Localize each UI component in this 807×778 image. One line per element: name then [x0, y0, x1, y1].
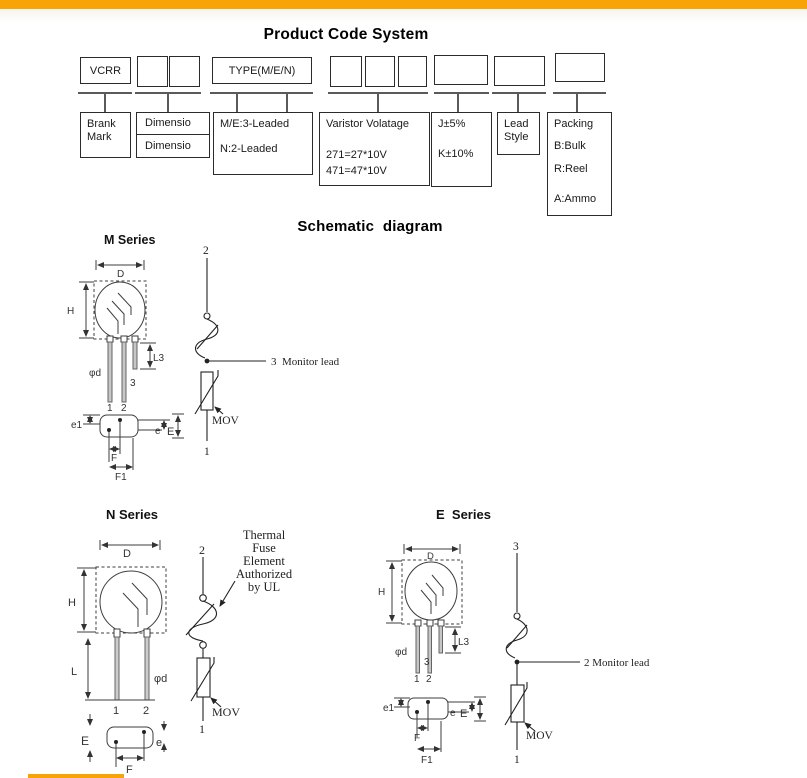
m-dim-e1: e1 — [71, 420, 83, 431]
connector-line — [286, 92, 288, 112]
n-dim-phid: φd — [154, 673, 168, 685]
m-dim-E: E — [167, 426, 175, 438]
m-dim-phid: φd — [89, 368, 102, 379]
lead-style-line2: Style — [504, 131, 529, 143]
e-dim-l3: L3 — [458, 637, 470, 648]
connector-line — [210, 92, 313, 94]
connector-line — [434, 92, 489, 94]
label-box-varistor-voltage — [319, 112, 430, 186]
code-box-type: TYPE(M/E/N) — [212, 57, 312, 84]
e-circuit-pin3: 3 — [513, 541, 519, 553]
label-box-packing — [547, 112, 612, 216]
m-series-package-drawing — [60, 248, 190, 484]
e-monitor-lead-label: 2 Monitor lead — [584, 657, 650, 669]
brank-line2: Mark — [87, 131, 112, 143]
thermal-note-line3: Element — [243, 554, 285, 568]
connector-line — [576, 92, 578, 112]
code-box-blank — [398, 56, 427, 87]
code-box-vcrr: VCRR — [80, 57, 131, 84]
connector-line — [517, 92, 519, 112]
label-box-brank-mark — [80, 112, 131, 158]
code-box-blank — [137, 56, 168, 87]
label-box-dimension-2: Dimensio — [136, 134, 210, 158]
varistor-line1: Varistor Volatage — [326, 118, 409, 130]
label-box-lead-style — [497, 112, 540, 155]
m-monitor-lead-label: 3 Monitor lead — [271, 356, 340, 368]
packing-line2: B:Bulk — [554, 140, 586, 152]
connector-line — [167, 92, 169, 112]
tolerance-line1: J±5% — [438, 118, 466, 130]
connector-line — [553, 92, 606, 94]
thermal-note-line4: Authorized — [235, 567, 293, 581]
label-box-dimension-1: Dimensio — [136, 112, 210, 135]
m-dim-l3: L3 — [153, 353, 165, 364]
packing-line3: R:Reel — [554, 163, 588, 175]
n-package-lines — [77, 540, 166, 767]
n-dim-h: H — [68, 597, 76, 609]
m-dim-d: D — [117, 269, 125, 280]
leaded-line2: N:2-Leaded — [220, 143, 278, 155]
e-dim-E: E — [460, 708, 468, 720]
n-pin2-label: 2 — [143, 705, 150, 717]
e-dim-f: F — [414, 733, 421, 744]
thermal-note-line5: by UL — [247, 580, 281, 594]
e-mov-label: MOV — [526, 730, 553, 742]
n-pin1-label: 1 — [113, 705, 120, 717]
connector-line — [377, 92, 379, 112]
thermal-fuse-note — [219, 529, 309, 594]
connector-line — [104, 92, 106, 112]
m-pin2-label: 2 — [121, 403, 127, 414]
m-pin3-label: 3 — [130, 378, 136, 389]
n-circuit-pin2: 2 — [199, 543, 205, 557]
thermal-note-line2: Fuse — [252, 541, 276, 555]
e-pin3-label: 3 — [424, 657, 430, 668]
m-dim-e: e — [155, 426, 161, 437]
n-mov-label: MOV — [212, 705, 241, 719]
connector-line — [492, 92, 546, 94]
e-series-circuit-drawing — [495, 535, 660, 770]
varistor-line3: 471=47*10V — [326, 165, 387, 177]
m-dim-f: F — [111, 453, 118, 464]
connector-line — [457, 92, 459, 112]
product-code-title: Product Code System — [263, 26, 429, 43]
n-series-package-drawing — [60, 525, 190, 778]
m-circuit-lines — [195, 258, 266, 441]
e-series-package-drawing — [375, 535, 495, 778]
e-pin1-label: 1 — [414, 674, 420, 685]
code-box-blank — [330, 56, 362, 87]
varistor-line2: 271=27*10V — [326, 149, 387, 161]
m-series-title: M Series — [104, 233, 156, 247]
m-package-lines — [79, 260, 184, 470]
m-circuit-pin2: 2 — [203, 245, 209, 257]
tolerance-line2: K±10% — [438, 148, 474, 160]
e-pin2-label: 2 — [426, 674, 432, 685]
n-dim-f: F — [126, 764, 133, 776]
top-fade — [0, 9, 807, 23]
e-dim-e1: e1 — [383, 703, 395, 714]
m-dim-h: H — [67, 306, 75, 317]
e-dim-e: e — [450, 708, 456, 719]
code-box-blank — [169, 56, 200, 87]
n-dim-e: e — [156, 737, 163, 749]
e-dim-phid: φd — [395, 647, 408, 658]
m-circuit-pin1: 1 — [204, 446, 210, 458]
e-series-title: E Series — [436, 507, 491, 522]
e-dim-f1: F1 — [421, 755, 433, 766]
n-dim-E: E — [81, 734, 90, 748]
code-box-blank — [494, 56, 545, 86]
code-box-blank — [365, 56, 395, 87]
packing-line4: A:Ammo — [554, 193, 597, 205]
lead-style-line1: Lead — [504, 118, 529, 130]
m-pin1-label: 1 — [107, 403, 113, 414]
leaded-line1: M/E:3-Leaded — [220, 118, 290, 130]
n-series-title: N Series — [106, 507, 159, 522]
e-dim-h: H — [378, 587, 386, 598]
m-series-circuit-drawing — [190, 240, 360, 465]
connector-line — [236, 92, 238, 112]
n-dim-l: L — [71, 666, 78, 678]
thermal-note-line1: Thermal — [242, 528, 286, 542]
m-dim-f1: F1 — [115, 472, 127, 483]
label-box-tolerance — [431, 112, 492, 187]
e-dim-d: D — [427, 551, 434, 562]
n-dim-d: D — [123, 548, 131, 560]
packing-line1: Packing — [554, 118, 594, 130]
code-box-blank — [434, 55, 488, 85]
e-circuit-pin1: 1 — [514, 754, 520, 766]
top-accent-bar — [0, 0, 807, 9]
schematic-title: Schematic diagram — [297, 218, 443, 235]
n-circuit-pin1: 1 — [199, 722, 205, 736]
brank-line1: Brank — [87, 118, 116, 130]
label-box-leaded — [213, 112, 313, 175]
m-mov-label: MOV — [212, 415, 239, 427]
bottom-accent-bar — [28, 774, 124, 778]
e-circuit-lines — [505, 553, 580, 750]
code-box-blank — [555, 53, 605, 82]
